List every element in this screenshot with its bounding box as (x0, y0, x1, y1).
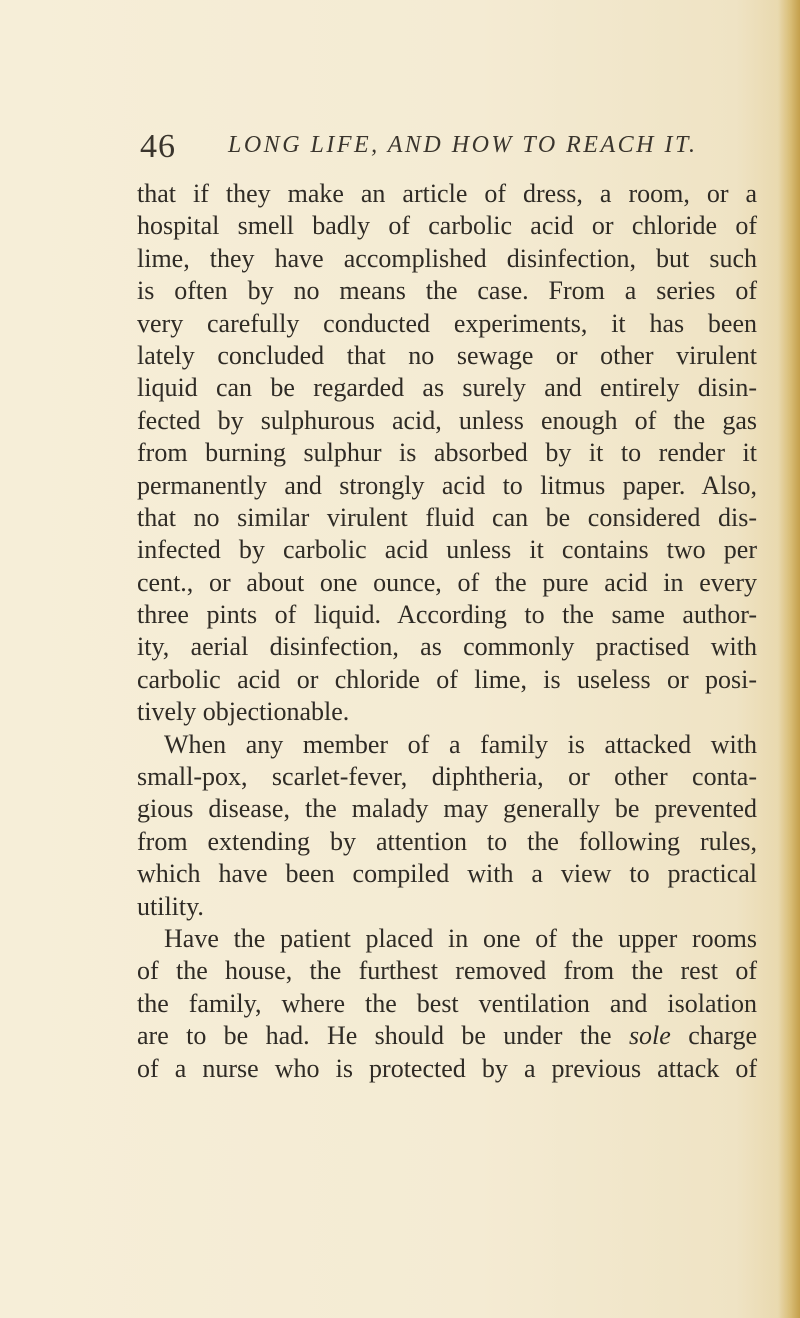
text-line-with-italic (137, 1020, 757, 1052)
text-segment: are to be had. He should be under the (137, 1021, 612, 1051)
page-edge-shadow (778, 0, 800, 1318)
text-line: small-pox, scarlet-fever, diphtheria, or other conta- (137, 762, 757, 792)
text-line: lately concluded that no sewage or other virulent (137, 340, 757, 370)
text-line: gious disease, the malady may generally be prevented (137, 794, 757, 824)
text-line: from burning sulphur is absorbed by it to render it (137, 438, 757, 468)
text-line: ity, aerial disinfection, as commonly practised with (137, 632, 757, 662)
text-line: utility. (137, 891, 204, 921)
text-line: the family, where the best ventilation and isolation (137, 988, 757, 1018)
text-line: from extending by attention to the following rules, (137, 826, 757, 856)
page-number: 46 (140, 128, 176, 165)
paragraph-start-line: When any member of a family is attacked with (164, 729, 757, 759)
text-line: permanently and strongly acid to litmus paper. Also, (137, 470, 757, 500)
text-line: very carefully conducted experiments, it has been (137, 308, 757, 338)
text-line: fected by sulphurous acid, unless enough of the gas (137, 405, 757, 435)
text-segment: charge (688, 1021, 757, 1051)
page-header (0, 120, 800, 170)
body-text (137, 178, 757, 1085)
text-line: that no similar virulent fluid can be considered dis- (137, 502, 757, 532)
running-title: LONG LIFE, AND HOW TO REACH IT. (228, 132, 698, 158)
text-line: carbolic acid or chloride of lime, is useless or posi- (137, 664, 757, 694)
text-line: of a nurse who is protected by a previous attack of (137, 1053, 757, 1083)
text-line: is often by no means the case. From a series of (137, 276, 757, 306)
text-line: infected by carbolic acid unless it contains two per (137, 535, 757, 565)
text-line: hospital smell badly of carbolic acid or chloride of (137, 211, 757, 241)
text-line: which have been compiled with a view to practical (137, 859, 757, 889)
text-line: liquid can be regarded as surely and entirely disin- (137, 373, 757, 403)
text-line: lime, they have accomplished disinfection, but such (137, 243, 757, 273)
paragraph-start-line: Have the patient placed in one of the upper rooms (164, 923, 757, 953)
text-line: three pints of liquid. According to the same author- (137, 600, 757, 630)
text-line: cent., or about one ounce, of the pure acid in every (137, 567, 757, 597)
text-line: tively objectionable. (137, 697, 350, 727)
italic-word: sole (628, 1021, 671, 1051)
text-line: that if they make an article of dress, a room, or a (137, 179, 757, 208)
text-line: of the house, the furthest removed from the rest of (137, 956, 757, 986)
